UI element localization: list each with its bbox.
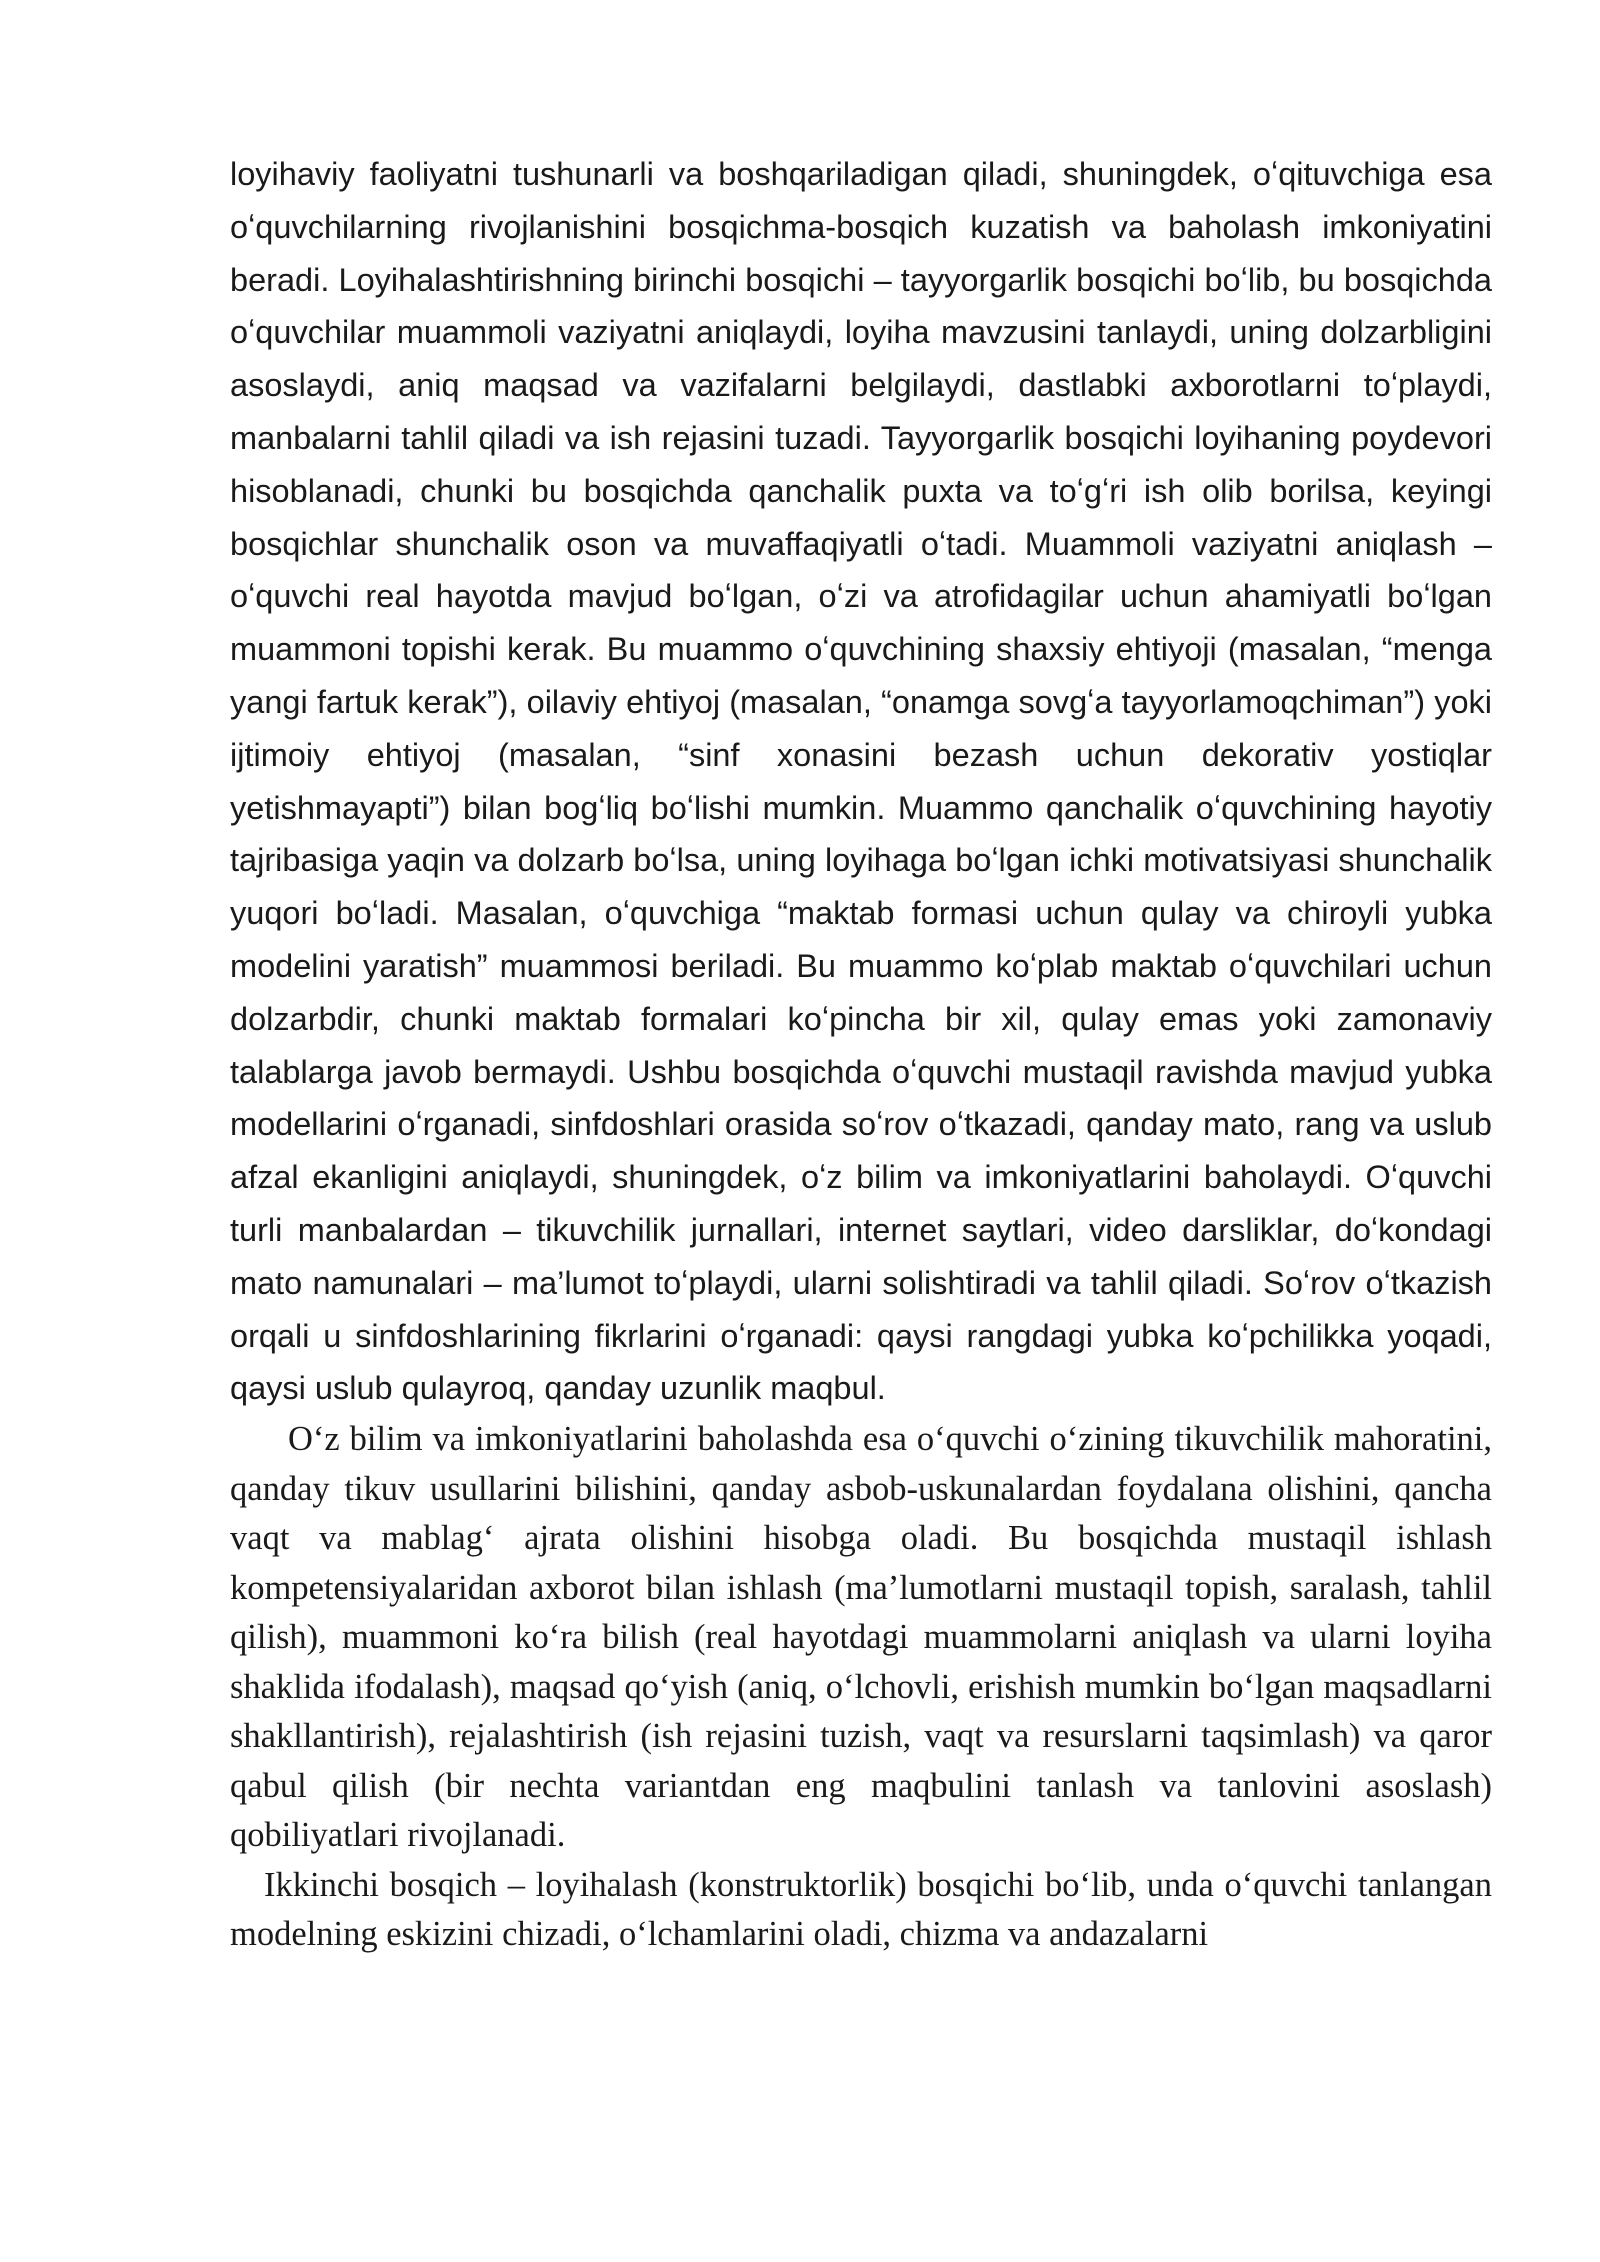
paragraph-preparation-stage: loyihaviy faoliyatni tushunarli va boshqariladigan qiladi, shuningdek, oʻqituvchiga esa oʻquvchilarning rivojlanishini bosqichma-bosqich kuzatish va baholash imkoniyatini beradi. Loyihalashtirishning birinchi bosqichi – tayyorgarlik bosqichi boʻlib, bu bosqichda oʻquvchilar muammoli vaziyatni aniqlaydi, loyiha mavzusini tanlaydi, uning dolzarbligini asoslaydi, aniq maqsad va vazifalarni belgilaydi, dastlabki axborotlarni toʻplaydi, manbalarni tahlil qiladi va ish rejasini tuzadi. Tayyorgarlik bosqichi loyihaning poydevori hisoblanadi, chunki bu bosqichda qanchalik puxta va toʻgʻri ish olib borilsa, keyingi bosqichlar shunchalik oson va muvaffaqiyatli oʻtadi. Muammoli vaziyatni aniqlash – oʻquvchi real hayotda mavjud boʻlgan, oʻzi va atrofidagilar uchun ahamiyatli boʻlgan muammoni topishi kerak. Bu muammo oʻquvchining shaxsiy ehtiyoji (masalan, “menga yangi fartuk kerak”), oilaviy ehtiyoj (masalan, “onamga sovgʻa tayyorlamoqchiman”) yoki ijtimoiy ehtiyoj (masalan, “sinf xonasini bezash uchun dekorativ yostiqlar yetishmayapti”) bilan bogʻliq boʻlishi mumkin. Muammo qanchalik oʻquvchining hayotiy tajribasiga yaqin va dolzarb boʻlsa, uning loyihaga boʻlgan ichki motivatsiyasi shunchalik yuqori boʻladi. Masalan, oʻquvchiga “maktab formasi uchun qulay va chiroyli yubka modelini yaratish” muammosi beriladi. Bu muammo koʻplab maktab oʻquvchilari uchun dolzarbdir, chunki maktab formalari koʻpincha bir xil, qulay emas yoki zamonaviy talablarga javob bermaydi. Ushbu bosqichda oʻquvchi mustaqil ravishda mavjud yubka modellarini oʻrganadi, sinfdoshlari orasida soʻrov oʻtkazadi, qanday mato, rang va uslub afzal ekanligini aniqlaydi, shuningdek, oʻz bilim va imkoniyatlarini baholaydi. Oʻquvchi turli manbalardan – tikuvchilik jurnallari, internet saytlari, video darsliklar, doʻkondagi mato namunalari – ma’lumot toʻplaydi, ularni solishtiradi va tahlil qiladi. Soʻrov oʻtkazish orqali u sinfdoshlarining fikrlarini oʻrganadi: qaysi rangdagi yubka koʻpchilikka yoqadi, qaysi uslub qulayroq, qanday uzunlik maqbul. [230,156,1492,1407]
paragraph-self-assessment: O‘z bilim va imkoniyatlarini baholashda esa o‘quvchi o‘zining tikuvchilik mahoratini, qanday tikuv usullarini bilishini, qanday asbob-uskunalardan foydalana olishini, qancha vaqt va mablag‘ ajrata olishini hisobga oladi. Bu bosqichda mustaqil ishlash kompetensiyalaridan axborot bilan ishlash (ma’lumotlarni mustaqil topish, saralash, tahlil qilish), muammoni ko‘ra bilish (real hayotdagi muammolarni aniqlash va ularni loyiha shaklida ifodalash), maqsad qo‘yish (aniq, o‘lchovli, erishish mumkin bo‘lgan maqsadlarni shakllantirish), rejalashtirish (ish rejasini tuzish, vaqt va resurslarni taqsimlash) va qaror qabul qilish (bir nechta variantdan eng maqbulini tanlash va tanlovini asoslash) qobiliyatlari rivojlanadi. [230,1420,1492,1855]
document-page [230,148,1492,1960]
paragraph-design-stage: Ikkinchi bosqich – loyihalash (konstruktorlik) bosqichi bo‘lib, unda o‘quvchi tanlangan modelning eskizini chizadi, o‘lchamlarini oladi, chizma va andazalarni [230,1865,1492,1954]
